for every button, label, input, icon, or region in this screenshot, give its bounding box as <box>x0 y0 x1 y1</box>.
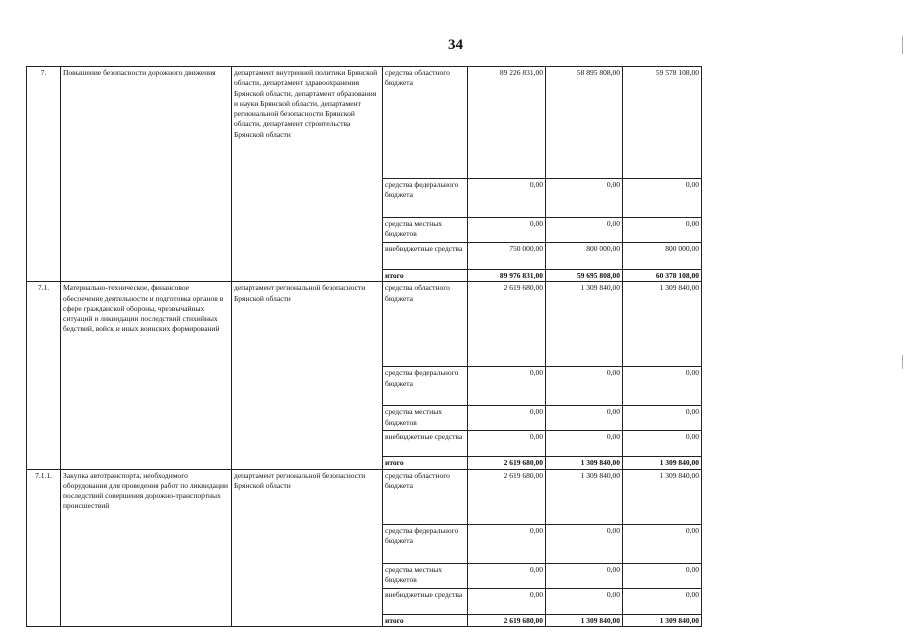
funding-source: внебюджетные средства <box>383 243 468 270</box>
amount-year-3: 59 578 108,00 <box>623 67 702 179</box>
funding-source: средства федерального бюджета <box>383 524 468 563</box>
funding-source: средства местных бюджетов <box>383 406 468 431</box>
item-executor: департамент региональной безопасности Брянской области <box>232 282 383 469</box>
funding-source: средства федерального бюджета <box>383 367 468 406</box>
funding-source: средства областного бюджета <box>383 67 468 179</box>
amount-year-1: 0,00 <box>468 406 546 431</box>
funding-source: итого <box>383 457 468 469</box>
amount-year-3: 0,00 <box>623 218 702 243</box>
amount-year-1: 89 226 831,00 <box>468 67 546 179</box>
amount-year-3: 0,00 <box>623 588 702 614</box>
amount-year-3: 0,00 <box>623 367 702 406</box>
amount-year-1: 0,00 <box>468 431 546 457</box>
amount-year-2: 0,00 <box>546 431 623 457</box>
amount-year-2: 59 695 808,00 <box>546 270 623 282</box>
scan-edge-mark <box>902 355 903 369</box>
amount-year-1: 0,00 <box>468 563 546 588</box>
funding-source: итого <box>383 270 468 282</box>
amount-year-1: 2 619 680,00 <box>468 469 546 524</box>
amount-year-2: 0,00 <box>546 406 623 431</box>
amount-year-3: 800 000,00 <box>623 243 702 270</box>
amount-year-2: 0,00 <box>546 563 623 588</box>
amount-year-3: 1 309 840,00 <box>623 614 702 626</box>
amount-year-1: 89 976 831,00 <box>468 270 546 282</box>
amount-year-1: 2 619 680,00 <box>468 457 546 469</box>
amount-year-2: 0,00 <box>546 367 623 406</box>
item-name: Повышение безопасности дорожного движения <box>61 67 232 282</box>
funding-source: средства местных бюджетов <box>383 563 468 588</box>
funding-source: внебюджетные средства <box>383 431 468 457</box>
amount-year-3: 60 378 108,00 <box>623 270 702 282</box>
amount-year-1: 0,00 <box>468 367 546 406</box>
amount-year-2: 1 309 840,00 <box>546 614 623 626</box>
amount-year-3: 0,00 <box>623 431 702 457</box>
funding-source: средства областного бюджета <box>383 282 468 367</box>
amount-year-1: 2 619 680,00 <box>468 614 546 626</box>
amount-year-1: 0,00 <box>468 179 546 218</box>
funding-source: средства областного бюджета <box>383 469 468 524</box>
amount-year-3: 1 309 840,00 <box>623 457 702 469</box>
amount-year-3: 1 309 840,00 <box>623 282 702 367</box>
amount-year-2: 1 309 840,00 <box>546 469 623 524</box>
item-executor: департамент внутренней политики Брянской области, департамент здравоохранения Брянской области, департамент образования и науки Брянской области, департамент региональной безопасности Брянской области, департамент строительства Брянской области <box>232 67 383 282</box>
funding-source: итого <box>383 614 468 626</box>
funding-source: средства федерального бюджета <box>383 179 468 218</box>
amount-year-2: 800 000,00 <box>546 243 623 270</box>
item-executor: департамент региональной безопасности Брянской области <box>232 469 383 626</box>
amount-year-2: 58 895 808,00 <box>546 67 623 179</box>
table-row <box>27 282 702 367</box>
item-number: 7.1.1. <box>27 469 61 626</box>
amount-year-2: 1 309 840,00 <box>546 282 623 367</box>
amount-year-2: 0,00 <box>546 524 623 563</box>
page-number: 34 <box>448 37 463 53</box>
amount-year-2: 0,00 <box>546 588 623 614</box>
amount-year-1: 0,00 <box>468 588 546 614</box>
amount-year-2: 0,00 <box>546 179 623 218</box>
budget-table <box>26 66 702 627</box>
item-name: Материально-техническое, финансовое обеспечение деятельности и подготовка органов в сфере гражданской обороны, чрезвычайных ситуаций и ликвидации последствий стихийных бедствий, войск и иных воинских формирований <box>61 282 232 469</box>
item-name: Закупка автотранспорта, необходимого оборудования для проведения работ по ликвидации последствий совершения дорожно-транспортных происшествий <box>61 469 232 626</box>
budget-table-body <box>27 67 702 627</box>
amount-year-1: 0,00 <box>468 524 546 563</box>
amount-year-3: 0,00 <box>623 563 702 588</box>
amount-year-3: 0,00 <box>623 524 702 563</box>
table-row <box>27 67 702 179</box>
item-number: 7.1. <box>27 282 61 469</box>
amount-year-3: 0,00 <box>623 406 702 431</box>
funding-source: внебюджетные средства <box>383 588 468 614</box>
amount-year-1: 2 619 680,00 <box>468 282 546 367</box>
amount-year-2: 1 309 840,00 <box>546 457 623 469</box>
funding-source: средства местных бюджетов <box>383 218 468 243</box>
amount-year-3: 1 309 840,00 <box>623 469 702 524</box>
amount-year-3: 0,00 <box>623 179 702 218</box>
amount-year-2: 0,00 <box>546 218 623 243</box>
amount-year-1: 750 000,00 <box>468 243 546 270</box>
table-row <box>27 469 702 524</box>
scan-edge-mark <box>902 36 903 54</box>
item-number: 7. <box>27 67 61 282</box>
amount-year-1: 0,00 <box>468 218 546 243</box>
